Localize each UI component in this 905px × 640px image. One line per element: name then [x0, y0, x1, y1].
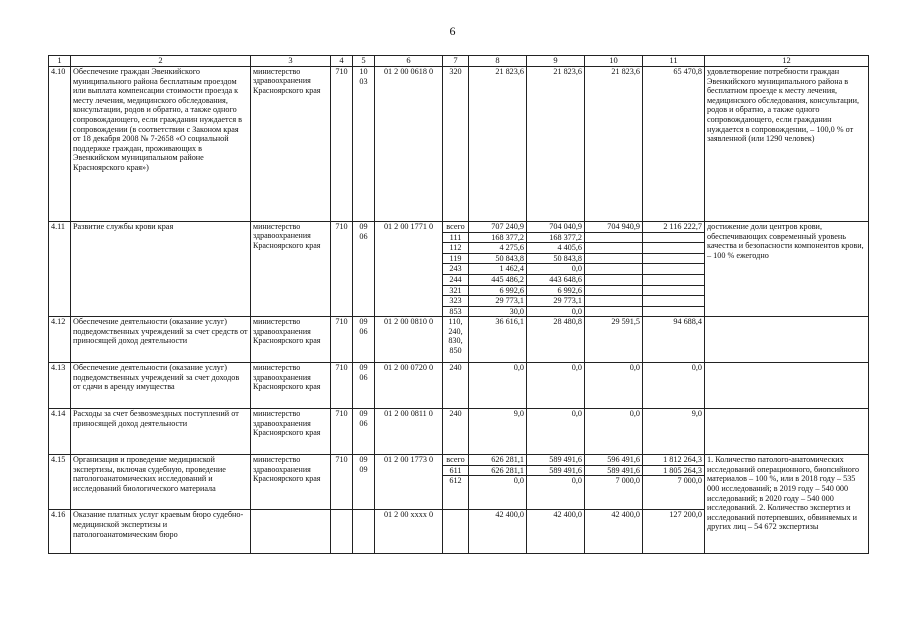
- row-y2020: 42 400,0: [527, 510, 585, 554]
- sub-y2021: [585, 264, 643, 275]
- sub-vr: 612: [443, 476, 469, 510]
- sub-y2020: 0,0: [527, 306, 585, 317]
- row-name: Обеспечение деятельности (оказание услуг) подведомственных учреждений за счет средств от приносящей доход деятельности: [71, 317, 251, 363]
- row-rzpr: 09 06: [353, 409, 375, 455]
- sub-y2020: 589 491,6: [527, 465, 585, 476]
- sub-y2019: 50 843,8: [469, 253, 527, 264]
- row-csr: 01 2 00 0720 0: [375, 363, 443, 409]
- row-rzpr: 10 03: [353, 66, 375, 221]
- sub-vr: всего: [443, 455, 469, 466]
- row-y2021: 29 591,5: [585, 317, 643, 363]
- row-ministry: министерство здравоохранения Красноярского края: [251, 221, 331, 316]
- sub-y2019: 29 773,1: [469, 296, 527, 307]
- sub-total: [643, 232, 705, 243]
- row-grbs: 710: [331, 409, 353, 455]
- sub-vr: 611: [443, 465, 469, 476]
- row-y2021: 42 400,0: [585, 510, 643, 554]
- sub-y2021: [585, 296, 643, 307]
- sub-y2020: 443 648,6: [527, 274, 585, 285]
- row-number: 4.14: [49, 409, 71, 455]
- sub-total: [643, 296, 705, 307]
- row-grbs: 710: [331, 363, 353, 409]
- col-header: 11: [643, 56, 705, 67]
- sub-y2020: 0,0: [527, 264, 585, 275]
- row-number: 4.12: [49, 317, 71, 363]
- row-vr: 240: [443, 363, 469, 409]
- row-y2019: 36 616,1: [469, 317, 527, 363]
- row-ministry: министерство здравоохранения Красноярского края: [251, 66, 331, 221]
- sub-vr: 244: [443, 274, 469, 285]
- col-header: 2: [71, 56, 251, 67]
- row-total: 9,0: [643, 409, 705, 455]
- sub-y2019: 626 281,1: [469, 455, 527, 466]
- table-row: [49, 455, 869, 466]
- row-rzpr: 09 06: [353, 317, 375, 363]
- page-number: 6: [449, 24, 456, 38]
- sub-total: [643, 264, 705, 275]
- sub-total: [643, 285, 705, 296]
- sub-total: [643, 243, 705, 254]
- row-rzpr: 09 06: [353, 221, 375, 316]
- row-number: 4.11: [49, 221, 71, 316]
- row-total: 65 470,8: [643, 66, 705, 221]
- row-vr: 320: [443, 66, 469, 221]
- row-total: 94 688,4: [643, 317, 705, 363]
- row-grbs: 710: [331, 221, 353, 316]
- row-y2019: 21 823,6: [469, 66, 527, 221]
- row-ministry: [251, 510, 331, 554]
- sub-y2021: 704 940,9: [585, 221, 643, 232]
- header-row: [49, 56, 869, 67]
- row-total: 0,0: [643, 363, 705, 409]
- row-csr: 01 2 00 0811 0: [375, 409, 443, 455]
- row-y2020: 0,0: [527, 363, 585, 409]
- row-y2021: 21 823,6: [585, 66, 643, 221]
- row-y2019: 42 400,0: [469, 510, 527, 554]
- row-ministry: министерство здравоохранения Красноярского края: [251, 455, 331, 510]
- table-row: [49, 363, 869, 409]
- row-total: 127 200,0: [643, 510, 705, 554]
- sub-total: 7 000,0: [643, 476, 705, 510]
- row-y2021: 0,0: [585, 409, 643, 455]
- row-rzpr: [353, 510, 375, 554]
- row-y2020: 28 480,8: [527, 317, 585, 363]
- row-vr: 110, 240, 830, 850: [443, 317, 469, 363]
- sub-y2021: [585, 306, 643, 317]
- row-csr: 01 2 00 1771 0: [375, 221, 443, 316]
- row-rzpr: 09 06: [353, 363, 375, 409]
- row-csr: 01 2 00 xxxx 0: [375, 510, 443, 554]
- sub-y2020: 704 040,9: [527, 221, 585, 232]
- table-row: [49, 409, 869, 455]
- sub-y2020: 50 843,8: [527, 253, 585, 264]
- row-vr: 240: [443, 409, 469, 455]
- sub-vr: всего: [443, 221, 469, 232]
- row-ministry: министерство здравоохранения Красноярского края: [251, 363, 331, 409]
- row-y2020: 21 823,6: [527, 66, 585, 221]
- row-y2019: 9,0: [469, 409, 527, 455]
- row-name: Оказание платных услуг краевым бюро судебно-медицинской экспертизы и патологоанатомическим бюро: [71, 510, 251, 554]
- col-header: 1: [49, 56, 71, 67]
- row-y2019: 0,0: [469, 363, 527, 409]
- sub-total: 2 116 222,7: [643, 221, 705, 232]
- sub-vr: 321: [443, 285, 469, 296]
- sub-total: 1 812 264,3: [643, 455, 705, 466]
- sub-y2019: 6 992,6: [469, 285, 527, 296]
- row-csr: 01 2 00 1773 0: [375, 455, 443, 510]
- sub-y2019: 626 281,1: [469, 465, 527, 476]
- row-result: [705, 317, 869, 363]
- table-row: [49, 221, 869, 232]
- row-y2021: 0,0: [585, 363, 643, 409]
- row-name: Организация и проведение медицинской экспертизы, включая судебную, проведение патологоанатомических исследований и исследований биологического материала: [71, 455, 251, 510]
- sub-y2020: 4 405,6: [527, 243, 585, 254]
- sub-total: [643, 306, 705, 317]
- col-header: 8: [469, 56, 527, 67]
- col-header: 9: [527, 56, 585, 67]
- table-row: [49, 66, 869, 221]
- sub-vr: 112: [443, 243, 469, 254]
- col-header: 12: [705, 56, 869, 67]
- row-number: 4.15: [49, 455, 71, 510]
- col-header: 5: [353, 56, 375, 67]
- sub-total: 1 805 264,3: [643, 465, 705, 476]
- table-row: [49, 317, 869, 363]
- sub-vr: 111: [443, 232, 469, 243]
- row-grbs: [331, 510, 353, 554]
- row-result: [705, 409, 869, 455]
- row-grbs: 710: [331, 66, 353, 221]
- col-header: 10: [585, 56, 643, 67]
- row-number: 4.16: [49, 510, 71, 554]
- row-rzpr: 09 09: [353, 455, 375, 510]
- row-result: удовлетворение потребности граждан Эвенкийского муниципального района в бесплатном проезде к месту лечения, медицинского обследования, консультации, родов и обратно, а также одного сопровождающего, если гражданин нуждается в сопровождении, – 100,0 % от заявленной (или 1290 человек): [705, 66, 869, 221]
- sub-y2020: 6 992,6: [527, 285, 585, 296]
- budget-table: [48, 55, 869, 554]
- sub-y2021: 589 491,6: [585, 465, 643, 476]
- row-name: Развитие службы крови края: [71, 221, 251, 316]
- row-vr: [443, 510, 469, 554]
- sub-vr: 323: [443, 296, 469, 307]
- sub-vr: 243: [443, 264, 469, 275]
- sub-y2021: [585, 274, 643, 285]
- sub-y2021: 7 000,0: [585, 476, 643, 510]
- sub-y2019: 0,0: [469, 476, 527, 510]
- row-number: 4.10: [49, 66, 71, 221]
- sub-y2021: [585, 253, 643, 264]
- sub-y2021: 596 491,6: [585, 455, 643, 466]
- sub-y2020: 0,0: [527, 476, 585, 510]
- row-y2020: 0,0: [527, 409, 585, 455]
- sub-y2019: 30,0: [469, 306, 527, 317]
- row-ministry: министерство здравоохранения Красноярского края: [251, 409, 331, 455]
- row-result: 1. Количество патолого-анатомических исследований операционного, биопсийного материалов – 100 %, или в 2018 году – 535 000 исследований; в 2019 году – 540 000 исследований; в 2020 году – 540 000 исследований. 2. Количество экспертиз и исследований потерпевших, обвиняемых и других лиц – 54 672 экспертизы: [705, 455, 869, 554]
- sub-vr: 853: [443, 306, 469, 317]
- sub-y2019: 168 377,2: [469, 232, 527, 243]
- sub-y2020: 29 773,1: [527, 296, 585, 307]
- sub-y2020: 168 377,2: [527, 232, 585, 243]
- row-name: Расходы за счет безвозмездных поступлений от приносящей доход деятельности: [71, 409, 251, 455]
- sub-y2020: 589 491,6: [527, 455, 585, 466]
- row-ministry: министерство здравоохранения Красноярского края: [251, 317, 331, 363]
- sub-y2019: 1 462,4: [469, 264, 527, 275]
- sub-y2021: [585, 243, 643, 254]
- sub-total: [643, 274, 705, 285]
- sub-y2019: 445 486,2: [469, 274, 527, 285]
- col-header: 3: [251, 56, 331, 67]
- row-csr: 01 2 00 0810 0: [375, 317, 443, 363]
- row-number: 4.13: [49, 363, 71, 409]
- sub-vr: 119: [443, 253, 469, 264]
- row-name: Обеспечение граждан Эвенкийского муниципального района бесплатным проездом или выплата компенсации стоимости проезда к месту лечения, медицинского обследования, консультации, родов и обратно, а также одного сопровождающего, если гражданин нуждается в сопровождении (в соответствии с Законом края от 18 декабря 2008 № 7-2658 «О социальной поддержке граждан, проживающих в Эвенкийском муниципальном районе Красноярского края»): [71, 66, 251, 221]
- row-result: [705, 363, 869, 409]
- row-result: достижение доли центров крови, обеспечивающих современный уровень качества и безопасности компонентов крови, – 100 % ежегодно: [705, 221, 869, 316]
- row-csr: 01 2 00 0618 0: [375, 66, 443, 221]
- sub-total: [643, 253, 705, 264]
- sub-y2019: 4 275,6: [469, 243, 527, 254]
- row-grbs: 710: [331, 317, 353, 363]
- row-name: Обеспечение деятельности (оказание услуг) подведомственных учреждений за счет доходов от сдачи в аренду имущества: [71, 363, 251, 409]
- row-grbs: 710: [331, 455, 353, 510]
- sub-y2021: [585, 232, 643, 243]
- col-header: 6: [375, 56, 443, 67]
- sub-y2021: [585, 285, 643, 296]
- col-header: 7: [443, 56, 469, 67]
- col-header: 4: [331, 56, 353, 67]
- sub-y2019: 707 240,9: [469, 221, 527, 232]
